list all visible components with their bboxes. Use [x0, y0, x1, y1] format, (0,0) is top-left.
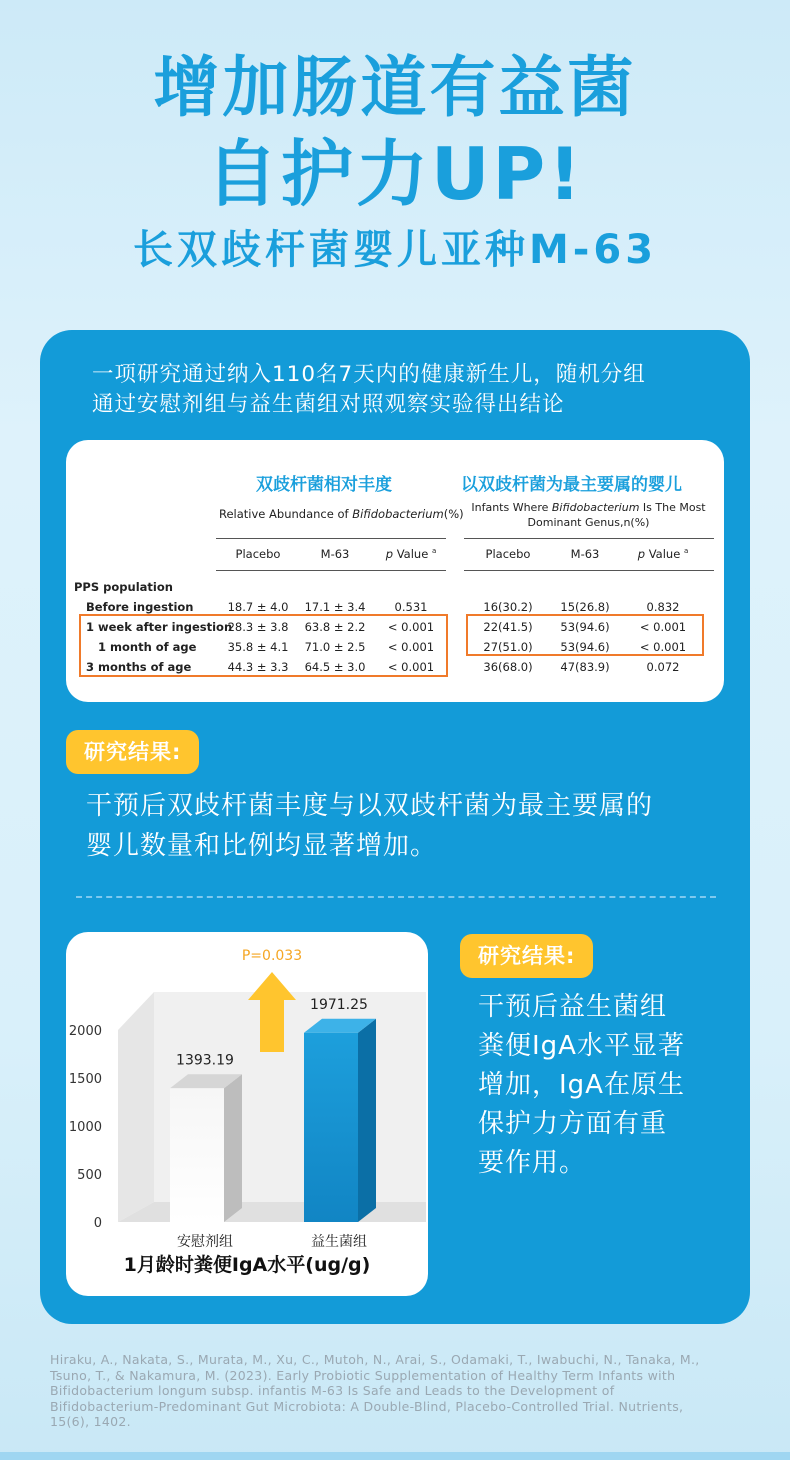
y-tick-label: 1000 — [68, 1120, 102, 1135]
section-label: PPS population — [74, 580, 173, 594]
iga-bar-chart — [66, 932, 428, 1296]
bar-value-label: 1971.25 — [310, 996, 368, 1013]
headline-strain: 长双歧杆菌婴儿亚种M-63 — [132, 227, 658, 273]
section-divider — [76, 896, 716, 898]
header-rule-2 — [464, 538, 714, 539]
bar-side — [358, 1019, 376, 1222]
intro-line1: 一项研究通过纳入110名7天内的健康新生儿，随机分组 — [92, 362, 646, 387]
result-text-1: 干预后双歧杆菌丰度与以双歧杆菌为最主要属的 婴儿数量和比例均显著增加。 — [86, 791, 654, 861]
highlight-box-left — [79, 614, 448, 677]
group1-subtitle: Relative Abundance of Bifidobacterium(%) — [219, 507, 464, 521]
headline-line1: 增加肠道有益菌 — [153, 49, 637, 126]
highlight-box-right — [466, 614, 704, 656]
result-badge-1: 研究结果: — [66, 730, 199, 774]
backdrop-floor — [118, 1202, 426, 1222]
group2-subtitle: Infants Where Bifidobacterium Is The Most Dominant Genus,n(%) — [471, 501, 706, 529]
col-m63-1: M-63 — [320, 547, 350, 561]
bottom-strip — [0, 1452, 790, 1460]
group2-title: 以双歧杆菌为最主要属的婴儿 — [461, 475, 682, 495]
chart-title: 1月龄时粪便IgA水平(ug/g) — [123, 1254, 371, 1276]
header-rule-1 — [216, 538, 446, 539]
group1-title: 双歧杆菌相对丰度 — [256, 475, 392, 495]
headline-line2: 自护力UP! — [205, 132, 585, 216]
y-axis-ticks — [69, 1024, 102, 1231]
p-value-annotation: P=0.033 — [241, 948, 303, 964]
y-tick-label: 1500 — [68, 1072, 102, 1087]
results-table-card: 双歧杆菌相对丰度 以双歧杆菌为最主要属的婴儿 Relative Abundance of Bifidobacterium(%) Infants Where Bifidobacterium Is The Most Dominant Genus,n(%) Placebo M-63 p Value $^a$ Placebo M-63 p Value $^a$ PPS population Before ingestion 18.7 ± 4.0 17.1 ± 3.4 0.531 16(30.2) 15(26.8) 0.832 1 week after ingestion 28.3 ± 3.8 63.8 ± 2.2 < 0.001 22(41.5) 53(94.6) < 0.001 1 month of age 35.8 ± 4.1 71.0 ± 2.5 < 0.001 27(51.0) 53(94.6) < 0.001 3 months of age 44.3 ± 3.3 64.5 ± 3.0 < 0.001 36(68.0) 47(83.9) 0.072 — [66, 440, 724, 702]
column-rule-2 — [464, 570, 714, 571]
bar-side — [224, 1074, 242, 1222]
bar — [304, 1033, 358, 1222]
result-text-2: 干预后益生菌组 粪便IgA水平显著 增加，IgA在原生 保护力方面有重 要作用。 — [478, 992, 685, 1178]
y-tick-label: 2000 — [68, 1024, 102, 1039]
backdrop-wall-left — [118, 992, 154, 1222]
result-badge-2: 研究结果: — [460, 934, 593, 978]
col-placebo-1: Placebo — [235, 547, 281, 561]
y-tick-label: 500 — [77, 1168, 102, 1183]
bar — [170, 1088, 224, 1222]
intro-line2: 通过安慰剂组与益生菌组对照观察实验得出结论 — [92, 392, 565, 417]
study-intro — [92, 360, 722, 420]
study-panel — [40, 330, 750, 1324]
bar-value-label: 1393.19 — [176, 1052, 234, 1069]
y-tick-label: 0 — [93, 1216, 102, 1231]
col-placebo-2: Placebo — [485, 547, 531, 561]
col-pvalue-2: p Value $^a$ — [637, 547, 689, 561]
category-label: 益生菌组 — [311, 1234, 367, 1250]
reference-citation: Hiraku, A., Nakata, S., Murata, M., Xu, C., Mutoh, N., Arai, S., Odamaki, T., Iwabuchi, N., Tanaka, M., Tsuno, T., & Nakamura, M. (2023). Early Probiotic Supplementation of Healthy Term Infants with Bifidobacterium longum subsp. infantis M-63 Is Safe and Leads to the Development of Bifidobacterium-Predominant Gut Microbiota: A Double-Blind, Placebo-Controlled Trial. Nutrients, 15(6), 1402. — [50, 1352, 700, 1429]
column-rule-1 — [216, 570, 446, 571]
col-pvalue-1: p Value $^a$ — [385, 547, 437, 561]
iga-chart-card — [66, 932, 428, 1296]
col-m63-2: M-63 — [570, 547, 600, 561]
category-label: 安慰剂组 — [177, 1234, 233, 1250]
